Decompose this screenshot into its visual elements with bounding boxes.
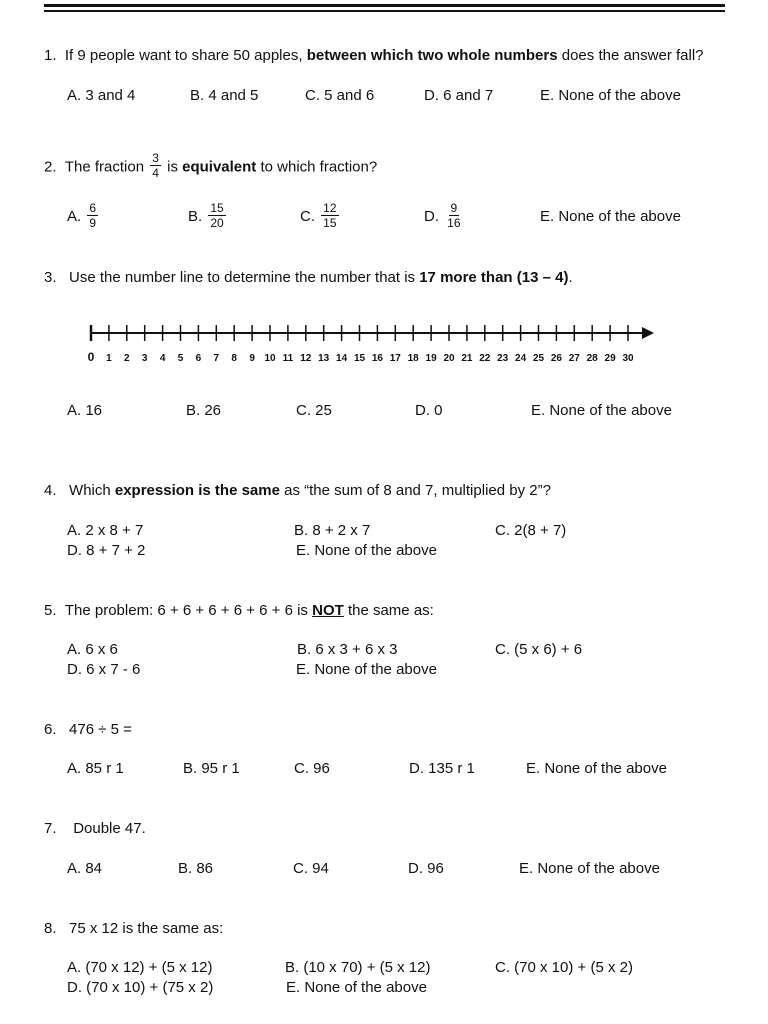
number-line-tick-label: 21 [461,353,473,364]
question-text: The fraction [64,158,145,176]
q1-option-c[interactable]: C. 5 and 6 [305,87,375,104]
q3-option-a[interactable]: A. 16 [67,402,103,419]
question-text: 476 ÷ 5 = [69,721,132,738]
number-line-tick-label: 5 [177,353,184,364]
fraction-denominator: 16 [447,215,461,230]
number-line-tick-label: 30 [622,353,634,364]
question-emphasis: expression is the same [114,482,280,499]
q1-option-a[interactable]: A. 3 and 4 [67,87,136,104]
question-text: Double 47. [73,820,146,837]
fraction [87,201,98,230]
q5-option-a[interactable]: A. 6 x 6 [67,641,118,658]
question-4 [44,482,551,500]
fraction-denominator: 4 [152,166,159,180]
question-number: 3. [44,269,57,286]
question-number: 1. [44,47,57,64]
header-rule-thick [44,4,725,7]
question-text: is [162,158,183,176]
q4-option-c[interactable]: C. 2(8 + 7) [495,522,567,539]
number-line-tick-label: 7 [213,353,220,364]
q8-option-a[interactable]: A. (70 x 12) + (5 x 12) [67,959,213,976]
question-text: does the answer fall? [557,47,704,64]
question-7 [44,820,146,838]
number-line-tick-label: 29 [604,353,616,364]
q4-option-b[interactable]: B. 8 + 2 x 7 [294,522,371,539]
fraction-numerator: 9 [450,200,458,215]
number-line-tick-label: 24 [515,353,527,364]
question-number: 2. [44,158,57,176]
number-line-tick-label: 18 [407,353,419,364]
number-line-tick-label: 20 [443,353,455,364]
q2-option-e[interactable]: E. None of the above [540,208,681,225]
question-number: 6. [44,721,57,738]
question-number: 8. [44,920,57,937]
fraction-numerator: 6 [89,200,97,215]
q4-option-e[interactable]: E. None of the above [296,542,437,559]
option-letter: B. [188,208,203,225]
number-line-tick-label: 27 [568,353,580,364]
q3-option-c[interactable]: C. 25 [296,402,332,419]
q6-option-e[interactable]: E. None of the above [526,760,667,777]
question-text: to which fraction? [256,158,378,176]
number-line-tick-label: 23 [497,353,509,364]
number-line-tick-label: 15 [353,353,366,364]
number-line-tick-label: 8 [231,353,237,364]
question-emphasis: 17 more than (13 – 4) [419,269,569,286]
number-line-tick-label: 2 [124,353,130,364]
q6-option-b[interactable]: B. 95 r 1 [183,760,240,777]
number-line-tick-label: 1 [106,353,112,364]
fraction-numerator: 3 [152,151,159,165]
number-line-tick-label: 0 [87,350,95,364]
number-line [0,320,768,370]
number-line-tick-label: 22 [479,353,491,364]
fraction-denominator: 15 [323,215,337,230]
q1-option-e[interactable]: E. None of the above [540,87,681,104]
question-text: . [568,269,573,286]
number-line-tick-label: 6 [195,353,202,364]
fraction-denominator: 9 [89,215,97,230]
q5-option-c[interactable]: C. (5 x 6) + 6 [495,641,583,658]
q5-option-d[interactable]: D. 6 x 7 - 6 [67,661,141,678]
q8-option-b[interactable]: B. (10 x 70) + (5 x 12) [285,959,431,976]
q6-option-d[interactable]: D. 135 r 1 [409,760,475,777]
q5-option-e[interactable]: E. None of the above [296,661,437,678]
fraction-numerator: 12 [323,200,337,215]
q7-option-c[interactable]: C. 94 [293,860,329,877]
question-number: 4. [44,482,57,499]
question-3 [44,269,573,287]
number-line-tick-label: 12 [300,353,312,364]
question-2 [44,153,377,182]
number-line-tick-label: 11 [282,353,294,364]
question-text: If 9 people want to share 50 apples, [64,47,307,64]
number-line-arrow [642,327,654,339]
q6-option-c[interactable]: C. 96 [294,760,330,777]
q7-option-b[interactable]: B. 86 [178,860,214,877]
fraction [321,201,338,230]
number-line-tick-label: 25 [532,353,545,364]
q8-option-e[interactable]: E. None of the above [286,979,427,996]
fraction [208,201,225,230]
number-line-tick-label: 19 [425,353,437,364]
number-line-tick-label: 28 [586,353,598,364]
number-line-tick-label: 14 [336,353,348,364]
header-rule-thin [44,10,725,12]
q6-option-a[interactable]: A. 85 r 1 [67,760,124,777]
q3-option-e[interactable]: E. None of the above [531,402,672,419]
number-line-tick-label: 17 [389,353,401,364]
q7-option-a[interactable]: A. 84 [67,860,103,877]
option-letter: D. [424,208,439,225]
question-8 [44,920,223,938]
question-text: the same as: [343,602,434,619]
option-letter: A. [67,208,82,225]
question-number: 7. [44,820,57,837]
number-line-tick-label: 16 [371,353,383,364]
q4-option-a[interactable]: A. 2 x 8 + 7 [67,522,144,539]
q7-option-e[interactable]: E. None of the above [519,860,660,877]
number-line-tick-label: 10 [264,353,276,364]
q1-option-d[interactable]: D. 6 and 7 [424,87,494,104]
q1-option-b[interactable]: B. 4 and 5 [190,87,259,104]
q2-option-b[interactable] [188,200,228,234]
q3-option-b[interactable]: B. 26 [186,402,222,419]
q8-option-d[interactable]: D. (70 x 10) + (75 x 2) [67,979,214,996]
question-emphasis: NOT [312,602,344,619]
question-text: The problem: 6 + 6 + 6 + 6 + 6 + 6 is [64,602,313,619]
question-1 [44,47,704,65]
question-emphasis: between which two whole numbers [306,47,558,64]
q2-option-d[interactable] [424,200,465,234]
q2-option-c[interactable] [300,200,341,234]
question-number: 5. [44,602,57,619]
question-text: Which [69,482,115,499]
q3-option-d[interactable]: D. 0 [415,402,443,419]
q2-option-a[interactable] [67,200,100,234]
q7-option-d[interactable]: D. 96 [408,860,444,877]
question-6 [44,721,132,739]
option-letter: C. [300,208,315,225]
number-line-tick-label: 4 [159,353,166,364]
number-line-tick-label: 13 [318,353,330,364]
fraction [150,151,161,180]
q4-option-d[interactable]: D. 8 + 7 + 2 [67,542,146,559]
question-text: as “the sum of 8 and 7, multiplied by 2”? [279,482,551,499]
question-emphasis: equivalent [182,158,257,176]
number-line-tick-label: 3 [141,353,148,364]
fraction-numerator: 15 [210,200,224,215]
q5-option-b[interactable]: B. 6 x 3 + 6 x 3 [297,641,398,658]
q8-option-c[interactable]: C. (70 x 10) + (5 x 2) [495,959,633,976]
question-text: Use the number line to determine the number that is [69,269,420,286]
fraction [445,201,462,230]
fraction-denominator: 20 [210,215,224,230]
number-line-tick-label: 26 [550,353,562,364]
question-5 [44,602,434,620]
number-line-tick-label: 9 [249,353,255,364]
question-text: 75 x 12 is the same as: [69,920,224,937]
